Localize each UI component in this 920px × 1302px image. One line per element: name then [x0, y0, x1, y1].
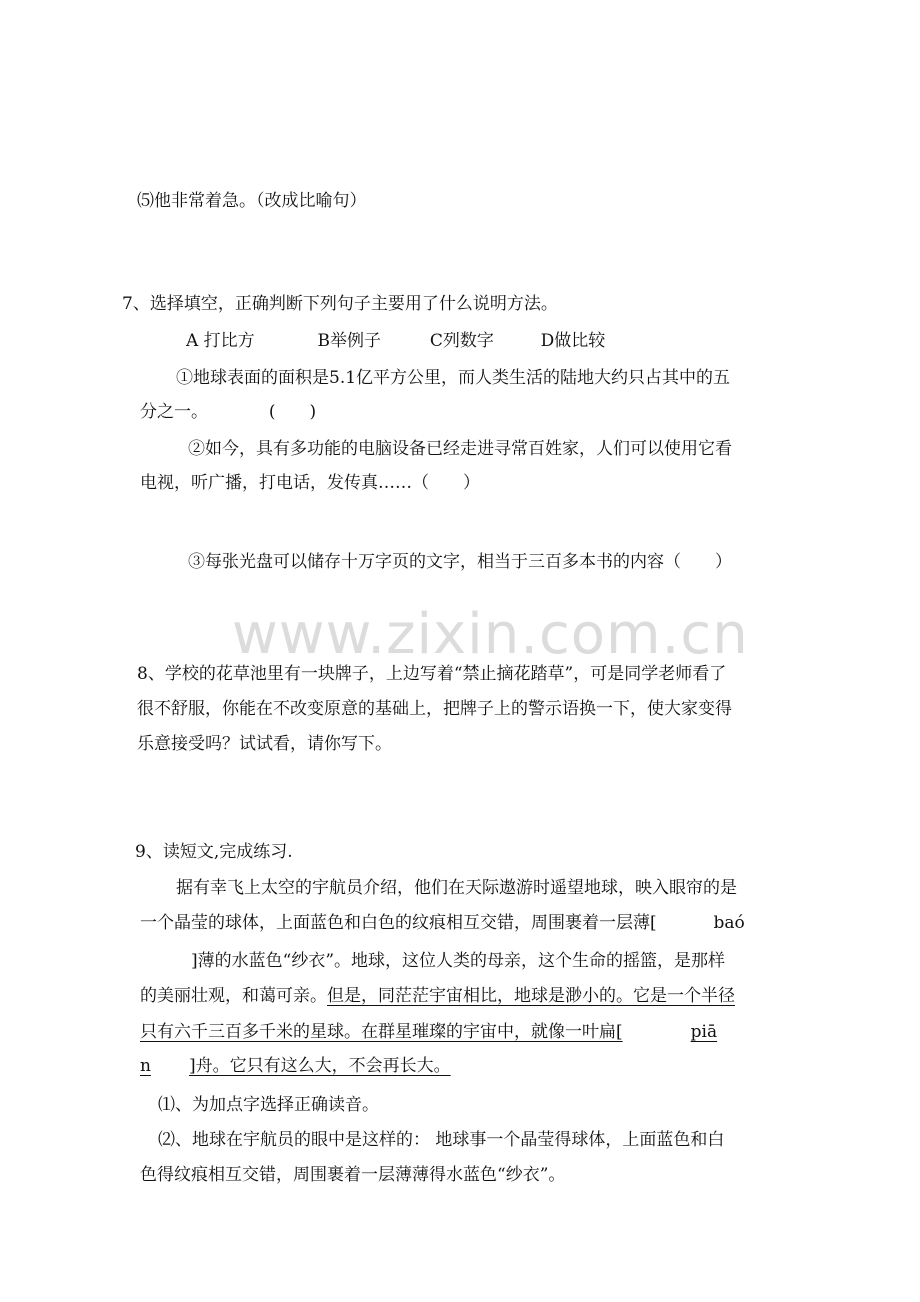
- q7-sentence3: ③每张光盘可以储存十万字页的文字，相当于三百多本书的内容（ ）: [188, 552, 732, 572]
- q7-sentence2-line2: 电视，听广播，打电话，发传真……（ ）: [140, 473, 480, 493]
- q7-title: 7、选择填空，正确判断下列句子主要用了什么说明方法。: [122, 294, 558, 314]
- q7-option-c: C列数字: [429, 331, 494, 351]
- pinyin-bao: baó: [713, 913, 745, 933]
- q7-option-b: B举例子: [317, 331, 381, 351]
- q9-para-line4-text: 的美丽壮观，和蔼可亲。: [140, 986, 327, 1006]
- watermark: www.zixin.com.cn: [232, 602, 749, 667]
- q7-sentence1-line1: ①地球表面的面积是5.1亿平方公里，而人类生活的陆地大约只占其中的五: [176, 368, 731, 388]
- underlined-sentence-1: 但是，同茫茫宇宙相比，地球是渺小的。它是一个半径: [327, 986, 735, 1006]
- q7-option-a: A 打比方: [186, 331, 255, 351]
- q8-line3: 乐意接受吗？试试看，请你写下。: [137, 734, 392, 754]
- q8-line2: 很不舒服，你能在不改变原意的基础上，把牌子上的警示语换一下，使大家变得: [137, 699, 732, 719]
- q9-para-line2-text: 一个晶莹的球体，上面蓝色和白色的纹痕相互交错，周围裹着一层薄[: [140, 913, 657, 933]
- q9-para-line5: [140, 1020, 717, 1044]
- q8-line1: 8、学校的花草池里有一块牌子，上边写着“禁止摘花踏草”，可是同学老师看了: [137, 664, 727, 684]
- q7-option-d: D做比较: [540, 331, 606, 351]
- pinyin-pian-a: piā: [690, 1022, 718, 1042]
- q9-title: 9、读短文,完成练习.: [135, 842, 293, 862]
- q7-sentence1-tail: 分之一。: [140, 402, 208, 422]
- underlined-sentence-3: ]舟。它只有这么大，不会再长大。: [188, 1056, 451, 1076]
- q9-para-line6: [140, 1054, 451, 1078]
- q9-para-line1: 据有幸飞上太空的宇航员介绍，他们在天际遨游时遥望地球，映入眼帘的是: [176, 878, 737, 898]
- q7-sentence2-line1: ②如今，具有多功能的电脑设备已经走进寻常百姓家，人们可以使用它看: [188, 439, 732, 459]
- q9-para-line2: [140, 911, 745, 935]
- q7-options: [186, 329, 605, 353]
- q7-sentence1-line2: [140, 400, 316, 424]
- underlined-sentence-2: 只有六千三百多千米的星球。在群星璀璨的宇宙中，就像一叶扁[: [140, 1022, 623, 1042]
- q9-sub2-line1: ⑵、地球在宇航员的眼中是这样的： 地球事一个晶莹得球体，上面蓝色和白: [158, 1130, 725, 1150]
- q9-sub2-line2: 色得纹痕相互交错，周围裹着一层薄薄得水蓝色“纱衣”。: [140, 1165, 566, 1185]
- q6-item5: ⑸他非常着急。（改成比喻句）: [137, 191, 367, 211]
- q9-para-line3: ]薄的水蓝色“纱衣”。地球，这位人类的母亲，这个生命的摇篮，是那样: [191, 951, 726, 971]
- q7-sentence1-blank: ( ): [268, 402, 317, 422]
- q9-para-line4: [140, 984, 735, 1008]
- pinyin-pian-b: n: [140, 1056, 151, 1076]
- q9-sub1: ⑴、为加点字选择正确读音。: [158, 1095, 379, 1115]
